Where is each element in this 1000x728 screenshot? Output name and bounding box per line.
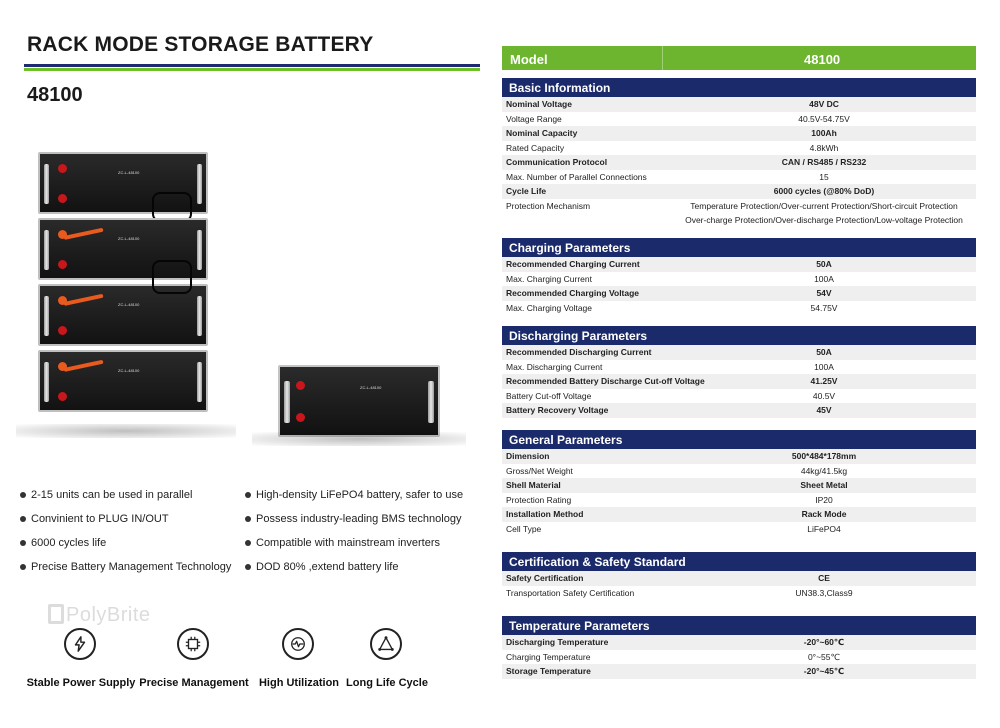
negative-terminal — [58, 194, 67, 203]
general-parameters-section — [502, 430, 976, 536]
spec-row: Battery Cut-off Voltage 40.5V — [506, 390, 836, 401]
terminal — [296, 381, 305, 390]
terminal — [58, 392, 67, 401]
feature-item: Compatible with mainstream inverters — [245, 536, 463, 560]
model-label: Model — [510, 52, 548, 67]
model-value: 48100 — [804, 52, 841, 67]
terminal — [58, 326, 67, 335]
module-label: ZC-L-48100 — [360, 385, 382, 390]
feature-list-left — [20, 488, 231, 584]
spec-row: Max. Charging Current 100A — [506, 273, 834, 284]
spec-row: Nominal Capacity 100Ah — [502, 126, 976, 141]
section-title: Charging Parameters — [502, 238, 976, 257]
bullet-icon — [20, 492, 26, 498]
feature-item: DOD 80% ,extend battery life — [245, 560, 463, 584]
model-heading: 48100 — [27, 84, 83, 106]
feature-item: High-density LiFePO4 battery, safer to use — [245, 488, 463, 512]
icon-label: Long Life Cycle — [346, 677, 428, 689]
feature-item: Precise Battery Management Technology — [20, 560, 231, 584]
heartbeat-icon — [282, 628, 314, 660]
spec-row: Rated Capacity 4.8kWh — [506, 142, 839, 153]
stack-shadow — [16, 424, 236, 438]
lightning-icon — [64, 628, 96, 660]
terminal — [296, 413, 305, 422]
spec-row: Recommended Discharging Current 50A — [502, 345, 976, 360]
section-title: Discharging Parameters — [502, 326, 976, 345]
spec-row: Storage Temperature -20°~45℃ — [502, 664, 976, 679]
feature-list-right — [245, 488, 463, 584]
spec-row: Voltage Range 40.5V-54.75V — [506, 113, 850, 124]
spec-row: Recommended Charging Voltage 54V — [502, 286, 976, 301]
charging-parameters-section — [502, 238, 976, 315]
bullet-icon — [245, 564, 251, 570]
bullet-icon — [20, 564, 26, 570]
model-header-row — [502, 46, 976, 70]
single-shadow — [252, 432, 466, 446]
title-divider-blue — [24, 64, 480, 67]
bullet-icon — [245, 492, 251, 498]
section-title: General Parameters — [502, 430, 976, 449]
terminal — [58, 260, 67, 269]
black-cable — [152, 260, 192, 294]
orange-cable — [64, 294, 104, 306]
bullet-icon — [245, 516, 251, 522]
spec-row: Discharging Temperature -20°~60℃ — [502, 635, 976, 650]
title-divider-green — [24, 68, 480, 71]
spec-row: Cell Type LiFePO4 — [506, 523, 841, 534]
spec-row: Charging Temperature 0°~55℃ — [506, 651, 841, 662]
module-label: ZC-L-48100 — [118, 368, 140, 373]
bullet-icon — [20, 516, 26, 522]
feature-item: Possess industry-leading BMS technology — [245, 512, 463, 536]
page-title: RACK MODE STORAGE BATTERY — [27, 33, 374, 56]
feature-item: 6000 cycles life — [20, 536, 231, 560]
icon-label: Precise Management — [139, 677, 249, 689]
spec-row: Dimension 500*484*178mm — [502, 449, 976, 464]
module-label: ZC-L-48100 — [118, 302, 140, 307]
icon-label: Stable Power Supply — [26, 677, 136, 689]
spec-row: Safety Certification CE — [502, 571, 976, 586]
cycle-triangle-icon — [370, 628, 402, 660]
brand-watermark: PolyBrite — [48, 604, 151, 627]
brand-logo-icon — [48, 604, 64, 624]
spec-row: Recommended Charging Current 50A — [502, 257, 976, 272]
battery-module — [38, 152, 208, 214]
spec-row: Cycle Life 6000 cycles (@80% DoD) — [502, 184, 976, 199]
spec-row: Nominal Voltage 48V DC — [502, 97, 976, 112]
bullet-icon — [20, 540, 26, 546]
battery-module — [38, 350, 208, 412]
icon-label: High Utilization — [258, 677, 340, 689]
temperature-parameters-section — [502, 616, 976, 679]
module-label: ZC-L-48100 — [118, 170, 140, 175]
single-battery-image — [278, 365, 440, 437]
spec-row: Max. Discharging Current 100A — [506, 361, 834, 372]
spec-row: Battery Recovery Voltage 45V — [502, 403, 976, 418]
battery-stack-image — [38, 152, 208, 416]
certification-section — [502, 552, 976, 600]
circuit-icon — [177, 628, 209, 660]
spec-row: Recommended Battery Discharge Cut-off Voltage 41.25V — [502, 374, 976, 389]
discharging-parameters-section — [502, 326, 976, 418]
bullet-icon — [245, 540, 251, 546]
section-title: Temperature Parameters — [502, 616, 976, 635]
module-label: ZC-L-48100 — [118, 236, 140, 241]
spec-row: Max. Number of Parallel Connections 15 — [506, 171, 829, 182]
spec-row: Shell Material Sheet Metal — [502, 478, 976, 493]
section-title: Certification & Safety Standard — [502, 552, 976, 571]
spec-row: Installation Method Rack Mode — [502, 507, 976, 522]
positive-terminal — [58, 164, 67, 173]
section-title: Basic Information — [502, 78, 976, 97]
spec-row: Communication Protocol CAN / RS485 / RS232 — [502, 155, 976, 170]
spec-row: Protection Rating IP20 — [506, 494, 833, 505]
spec-row: Gross/Net Weight 44kg/41.5kg — [506, 465, 848, 476]
battery-module — [38, 284, 208, 346]
spec-row: Max. Charging Voltage 54.75V — [506, 302, 838, 313]
orange-cable — [64, 228, 104, 240]
feature-item: 2-15 units can be used in parallel — [20, 488, 231, 512]
spec-row: Transportation Safety Certification UN38.3,Class9 — [506, 587, 853, 598]
feature-item: Convinient to PLUG IN/OUT — [20, 512, 231, 536]
spec-row: Protection Mechanism Temperature Protection/Over-current Protection/Short-circuit Protection Over-charge Protection/Over-discharge Protection/Low-voltage Protection — [506, 200, 963, 225]
orange-cable — [64, 360, 104, 372]
basic-information-section — [502, 78, 976, 228]
